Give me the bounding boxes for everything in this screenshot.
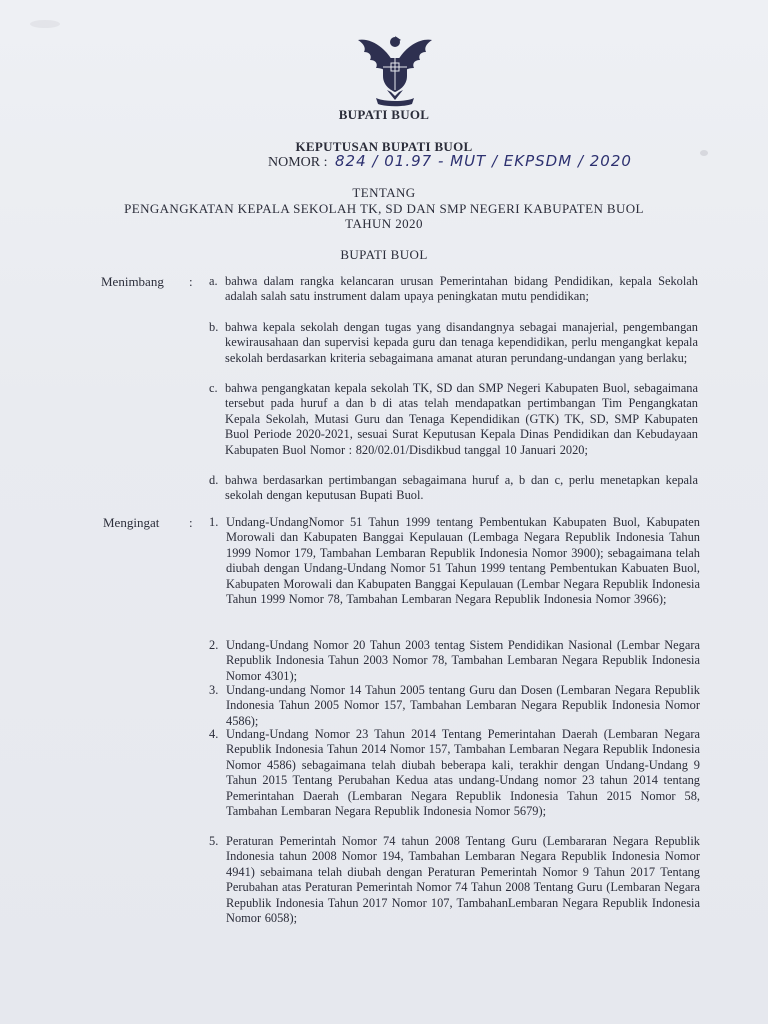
menimbang-item: bahwa dalam rangka kelancaran urusan Pemerintahan bidang Pendidikan, kepala Sekolah adalah salah satu instrument dalam upaya peningkatan mutu pendidikan; <box>225 274 698 304</box>
mengingat-marker: 4. <box>209 727 219 741</box>
scan-smudge <box>700 150 708 156</box>
decree-year: TAHUN 2020 <box>345 216 423 231</box>
mengingat-item: Undang-UndangNomor 51 Tahun 1999 tentang Pembentukan Kabupaten Buol, Kabupaten Morowali dan Kabupaten Banggai Kepulauan (Lembaga Negara Republik Indonesia Tahun 1999 Nomor 179, Tambahan Lembaran Republik Indonesia Nomor 3900); sebagaimana telah diubah dengan Undang-Undang Nomor 51 Tahun 1999 tentang Pembentukan Kabuaten Buol, Kabupaten Morowali dan Kabupaten Banggai Kepulauan (Lembar Negara Republik Indonesia Tahun 1999 Nomor 78, Tambahan Lembaran Negara Republik Indonesia Nomor 3966); <box>226 515 700 607</box>
menimbang-colon: : <box>189 274 193 289</box>
mengingat-item: Undang-undang Nomor 14 Tahun 2005 tentang Guru dan Dosen (Lembaran Negara Republik Indonesia Tahun 2005 Nomor 157, Tambahan Lembaran Negara Republik Indonesia Nomor 4586); <box>226 683 700 728</box>
nomor-label: NOMOR : <box>268 155 328 170</box>
mengingat-marker: 5. <box>209 834 219 848</box>
tentang-heading: TENTANG <box>352 185 416 200</box>
menimbang-item: bahwa kepala sekolah dengan tugas yang disandangnya sebagai manajerial, pengembangan kewirausahaan dan supervisi kepada guru dan tenaga kependidikan, perlu mengangkat kepala sekolah berdasarkan kriteria sebagaimana amanat aturan perundang-undangan yang berlaku; <box>225 320 698 365</box>
mengingat-marker: 1. <box>209 515 219 529</box>
mengingat-item: Peraturan Pemerintah Nomor 74 tahun 2008 Tentang Guru (Lembararan Negara Republik Indonesia tahun 2008 Nomor 194, Tambahan Lembaran Negara Republik Indonesia Nomor 4941) sebaimana telah diubah dengan Peraturan Pemerintah Nomor 9 Tahun 2017 Tentang Perubahan atas Peraturan Pemerintah Nomor 74 Tahun 2008 Tentang Guru (Lembaran Negara Republik Indonesia Tahun 2017 Nomor 107, TambahanLembaran Negara Republik Indonesia Nomor 6058); <box>226 834 700 926</box>
decree-title: KEPUTUSAN BUPATI BUOL <box>295 139 473 154</box>
scan-smudge <box>30 20 60 28</box>
menimbang-item: bahwa pengangkatan kepala sekolah TK, SD dan SMP Negeri Kabupaten Buol, sebagaimana tersebut pada huruf a dan b di atas telah mendapatkan pertimbangan Tim Pengangkatan Kepala Sekolah, Mutasi Guru dan Tenaga Kependidikan (GTK) TK, SD, SMP Kabupaten Buol Periode 2020-2021, sesuai Surat Keputusan Kepala Dinas Pendidikan dan Kebudayaan Kabupaten Buol Nomor : 820/02.01/Disdikbud tanggal 10 Januari 2020; <box>225 381 698 457</box>
menimbang-item: bahwa berdasarkan pertimbangan sebagaimana huruf a, b dan c, perlu menetapkan kepala sekolah dengan keputusan Bupati Buol. <box>225 473 698 503</box>
menimbang-label: Menimbang <box>101 274 164 289</box>
mengingat-item: Undang-Undang Nomor 20 Tahun 2003 tentag Sistem Pendidikan Nasional (Lembar Negara Republik Indonesia Tahun 2003 Nomor 78, Tambahan Lembaran Negara Republik Indonesia Nomor 4301); <box>226 638 700 683</box>
mengingat-marker: 3. <box>209 683 219 697</box>
decree-number-line <box>268 152 632 171</box>
nomor-handwritten-value: 824 / 01.97 - MUT / EKPSDM / 2020 <box>335 152 632 170</box>
mengingat-colon: : <box>189 515 193 530</box>
garuda-emblem-icon <box>354 30 436 108</box>
mengingat-label: Mengingat <box>103 515 160 530</box>
mengingat-item: Undang-Undang Nomor 23 Tahun 2014 Tentang Pemerintahan Daerah (Lembaran Negara Republik Indonesia Tahun 2014 Nomor 157, Tambahan Lembaran Negara Republik Indonesia Nomor 4586) sebagaimana telah diubah beberapa kali, terakhir dengan Undang-Undang 9 Tahun 2015 Tentang Perubahan Kedua atas undang-Undang nomor 23 tahun 2014 tentang Pemerintahan Daerah (Lembaran Negara Republik Indonesia Tahun 2015 Nomor 58, Tambahan Lembaran Negara Republik Indonesia Nomor 5679); <box>226 727 700 819</box>
mengingat-marker: 2. <box>209 638 219 652</box>
menimbang-marker: c. <box>209 381 218 395</box>
menimbang-marker: b. <box>209 320 219 334</box>
authority-heading: BUPATI BUOL <box>340 247 428 262</box>
issuer-title: BUPATI BUOL <box>338 107 430 122</box>
decree-subject: PENGANGKATAN KEPALA SEKOLAH TK, SD DAN SMP NEGERI KABUPATEN BUOL <box>124 201 644 216</box>
menimbang-marker: d. <box>209 473 219 487</box>
menimbang-marker: a. <box>209 274 218 288</box>
